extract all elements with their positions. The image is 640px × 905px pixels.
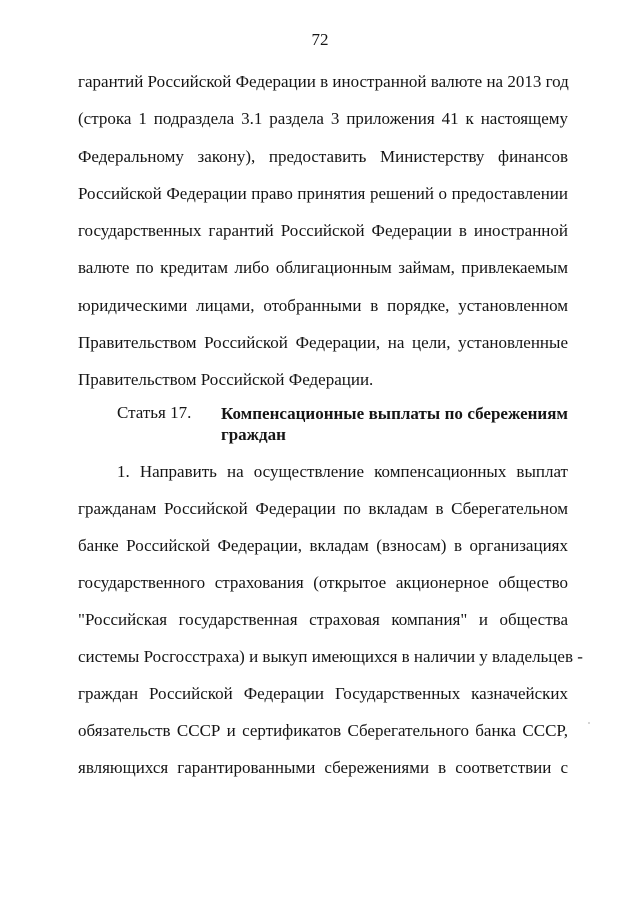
- article-title-line: Компенсационные выплаты по сбережениям: [221, 404, 568, 423]
- paragraph-1-line: государственных гарантий Российской Федерации в иностранной: [78, 221, 568, 240]
- paragraph-2-line: обязательств СССР и сертификатов Сберегательного банка СССР,: [78, 721, 568, 740]
- paragraph-2-line: граждан Российской Федерации Государственных казначейских: [78, 684, 568, 703]
- paragraph-2-line: банке Российской Федерации, вкладам (взносам) в организациях: [78, 536, 568, 555]
- scan-speck: [588, 722, 590, 724]
- paragraph-2-line: государственного страхования (открытое акционерное общество: [78, 573, 568, 592]
- paragraph-2-line: 1. Направить на осуществление компенсационных выплат: [117, 462, 568, 481]
- paragraph-2-line: являющихся гарантированными сбережениями в соответствии с: [78, 758, 568, 777]
- paragraph-2-line: системы Росгосстраха) и выкуп имеющихся в наличии у владельцев -: [78, 647, 583, 666]
- paragraph-1-line: юридическими лицами, отобранными в порядке, установленном: [78, 296, 568, 315]
- paragraph-1-line: Правительством Российской Федерации.: [78, 370, 374, 389]
- paragraph-1-line: (строка 1 подраздела 3.1 раздела 3 приложения 41 к настоящему: [78, 109, 568, 128]
- article-title-line: граждан: [221, 425, 286, 444]
- paragraph-2-line: гражданам Российской Федерации по вкладам в Сберегательном: [78, 499, 568, 518]
- paragraph-2-line: "Российская государственная страховая компания" и общества: [78, 610, 568, 629]
- paragraph-1-line: Федеральному закону), предоставить Министерству финансов: [78, 147, 568, 166]
- article-title: [221, 403, 568, 445]
- article-label: Статья 17.: [117, 403, 192, 422]
- paragraph-1-line: валюте по кредитам либо облигационным займам, привлекаемым: [78, 258, 568, 277]
- page-number: 72: [311, 30, 329, 49]
- paragraph-1-line: Российской Федерации право принятия решений о предоставлении: [78, 184, 568, 203]
- paragraph-1-line: Правительством Российской Федерации, на цели, установленные: [78, 333, 568, 352]
- paragraph-1-line: гарантий Российской Федерации в иностранной валюте на 2013 год: [78, 72, 569, 91]
